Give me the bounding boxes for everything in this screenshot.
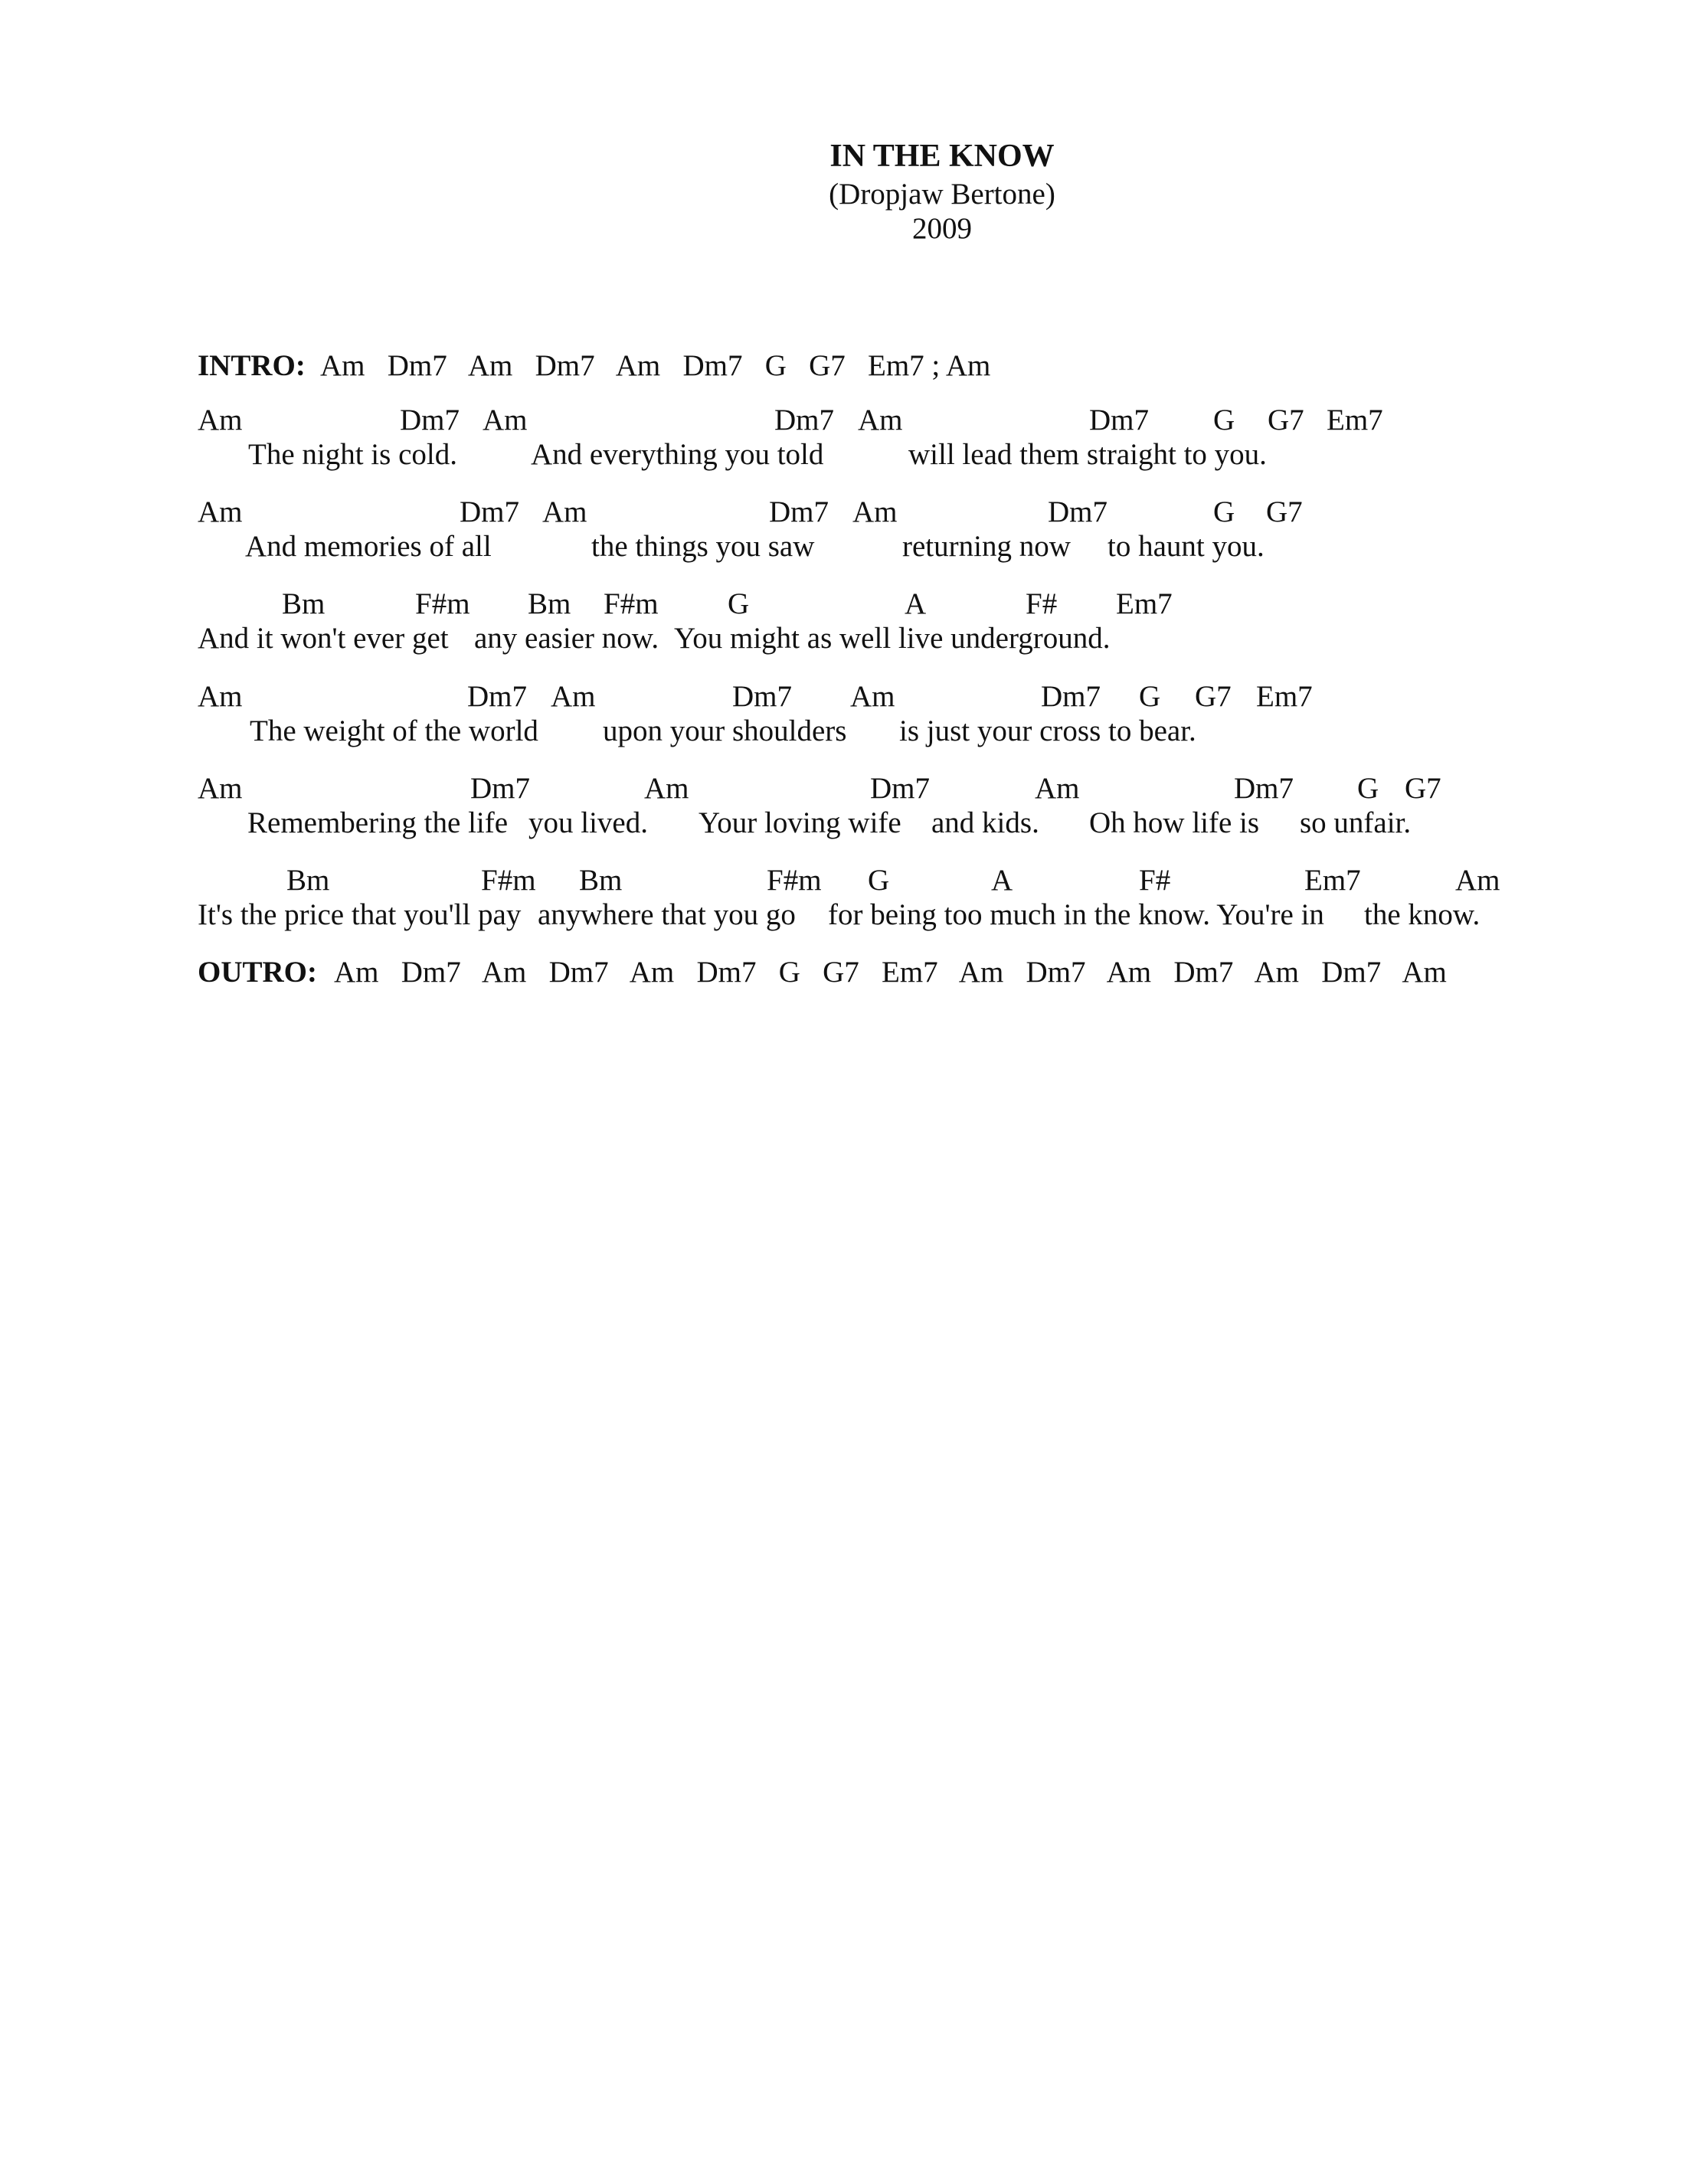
verse2-lyric-line-1: [0, 713, 1685, 751]
verse1-chord-line-2: [0, 494, 1685, 532]
chord: Dm7: [470, 772, 530, 805]
chorus1-chord-line: [0, 586, 1685, 624]
chord: Am: [198, 495, 243, 528]
chord: Am: [483, 404, 528, 436]
lyric: so unfair.: [1300, 806, 1412, 839]
lyric: the know.: [1364, 898, 1481, 931]
chord: A: [905, 587, 927, 620]
lyric: you lived.: [528, 806, 648, 839]
lyric: for being too much in the know. You're in: [828, 898, 1324, 931]
intro-chords: Am Dm7 Am Dm7 Am Dm7 G G7 Em7 ; Am: [320, 349, 991, 382]
chord: F#m: [604, 587, 659, 620]
chord: Dm7: [1041, 680, 1101, 713]
chorus2-chord-line: [0, 862, 1685, 901]
verse2-chord-line-1: [0, 678, 1685, 717]
lyric: to haunt you.: [1108, 530, 1265, 563]
chord: Am: [858, 404, 903, 436]
lyric: returning now: [902, 530, 1071, 563]
chord: Dm7: [1234, 772, 1294, 805]
chord: Dm7: [769, 495, 829, 528]
chord: Am: [198, 404, 243, 436]
chord: Dm7: [1089, 404, 1149, 436]
song-year: 2009: [912, 212, 972, 245]
chord: Dm7: [400, 404, 460, 436]
chord: A: [991, 864, 1013, 897]
chord: Em7: [1304, 864, 1361, 897]
chord: Dm7: [774, 404, 834, 436]
chord: G: [1213, 495, 1235, 528]
lyric: And everything you told: [531, 438, 824, 471]
lyric: Oh how life is: [1089, 806, 1260, 839]
chord: Am: [198, 680, 243, 713]
chord: Am: [644, 772, 689, 805]
chord: F#m: [767, 864, 822, 897]
lyric: and kids.: [931, 806, 1039, 839]
chord: F#: [1026, 587, 1058, 620]
chord: Bm: [282, 587, 326, 620]
chord: Bm: [579, 864, 623, 897]
lyric: And it won't ever get: [198, 622, 449, 655]
lyric: The weight of the world: [250, 714, 538, 747]
chord: Am: [551, 680, 596, 713]
lyric: anywhere that you go: [538, 898, 796, 931]
lyric: And memories of all: [245, 530, 492, 563]
chord: Dm7: [467, 680, 527, 713]
chord: G: [868, 864, 890, 897]
chord: Dm7: [732, 680, 792, 713]
verse1-chord-line-1: [0, 402, 1685, 440]
chord: Dm7: [1048, 495, 1108, 528]
chord: Bm: [286, 864, 330, 897]
chorus2-lyric-line: [0, 897, 1685, 935]
chord: F#m: [415, 587, 470, 620]
chord: Dm7: [460, 495, 519, 528]
chord: Am: [852, 495, 898, 528]
song-artist: (Dropjaw Bertone): [829, 178, 1055, 211]
chord: F#m: [481, 864, 536, 897]
chord: Am: [850, 680, 895, 713]
lyric: any easier now.: [474, 622, 659, 655]
chord: G: [1357, 772, 1379, 805]
lyric: will lead them straight to you.: [908, 438, 1267, 471]
verse2-lyric-line-2: [0, 805, 1685, 843]
chord: Am: [1455, 864, 1500, 897]
lyric: Your loving wife: [699, 806, 901, 839]
lyric: is just your cross to bear.: [899, 714, 1196, 747]
chord: Am: [542, 495, 587, 528]
lyric: Remembering the life: [247, 806, 509, 839]
verse1-lyric-line-2: [0, 528, 1685, 567]
verse1-lyric-line-1: [0, 436, 1685, 475]
chord: G7: [1195, 680, 1232, 713]
chord: G: [1139, 680, 1161, 713]
outro-chords: Am Dm7 Am Dm7 Am Dm7 G G7 Em7 Am Dm7 Am Dm7 Am Dm7 Am: [334, 956, 1447, 989]
chord: Am: [198, 772, 243, 805]
lyric: upon your shoulders: [603, 714, 847, 747]
lyric: You might as well live underground.: [674, 622, 1111, 655]
lyric: the things you saw: [591, 530, 815, 563]
chorus1-lyric-line: [0, 620, 1685, 659]
chord: F#: [1139, 864, 1171, 897]
chord: G: [1213, 404, 1235, 436]
chord: Em7: [1256, 680, 1313, 713]
chord: Em7: [1116, 587, 1173, 620]
chord: G7: [1268, 404, 1304, 436]
intro-label: INTRO:: [198, 349, 306, 382]
chord: Bm: [528, 587, 571, 620]
song-title: IN THE KNOW: [829, 139, 1055, 174]
chord: Am: [1035, 772, 1080, 805]
chord: Em7: [1327, 404, 1383, 436]
intro-line: [0, 348, 1685, 386]
outro-line: [0, 954, 1685, 992]
lyric: The night is cold.: [248, 438, 457, 471]
chord: Dm7: [870, 772, 930, 805]
chord: G7: [1405, 772, 1441, 805]
lyric: It's the price that you'll pay: [198, 898, 522, 931]
chord: G7: [1266, 495, 1303, 528]
outro-label: OUTRO:: [198, 956, 317, 989]
verse2-chord-line-2: [0, 770, 1685, 809]
chord: G: [728, 587, 750, 620]
